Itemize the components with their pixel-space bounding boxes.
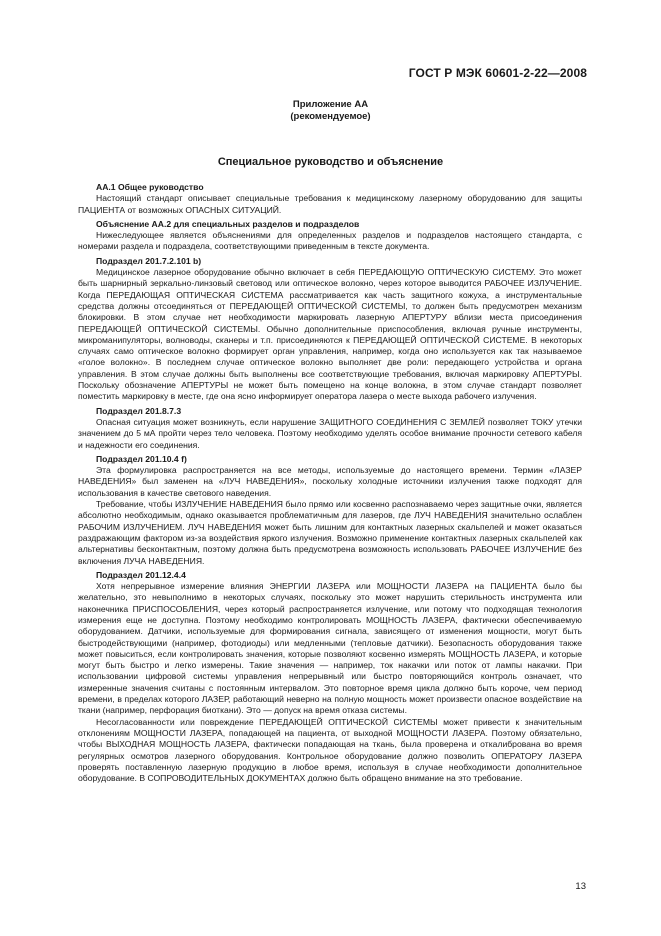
appendix-title: Приложение АА xyxy=(292,99,369,110)
section-heading: Объяснение АА.2 для специальных разделов и подразделов xyxy=(96,218,360,229)
paragraph: Несогласованности или повреждение ПЕРЕДАЮЩЕЙ ОПТИЧЕСКОЙ СИСТЕМЫ может привести к значительным отклонениям МОЩНОСТИ ЛАЗЕРА, попадающей на пациента, от выходной МОЩНОСТИ ЛАЗЕРА. Поэтому обязательно, чтобы ВЫХОДНАЯ МОЩНОСТЬ ЛАЗЕРА, фактически попадающая на ткань, была проверена и откалибрована во время регулярных осмотров лазерного оборудования. Контрольное оборудование должно позволить ОПЕРАТОРУ ЛАЗЕРА проверять поставленную лазерную продукцию в любое время, используя в случае необходимости дополнительное оборудование. В СОПРОВОДИТЕЛЬНЫХ ДОКУМЕНТАХ должно быть обращено внимание на это требование. xyxy=(78,716,582,784)
paragraph: Медицинское лазерное оборудование обычно включает в себя ПЕРЕДАЮЩУЮ ОПТИЧЕСКУЮ СИСТЕМУ. Это может быть шарнирный зеркально-линзовый световод или оптическое волокно, через которое выводится РАБОЧЕЕ ИЗЛУЧЕНИЕ. Когда ПЕРЕДАЮЩАЯ ОПТИЧЕСКАЯ СИСТЕМА рассматривается как часть защитного кожуха, а инструментальные средства должны отсоединяться от ПЕРЕДАЮЩЕЙ ОПТИЧЕСКОЙ СИСТЕМЫ, то должен быть предусмотрен механизм блокировки. В этом случае нет необходимости маркировать лазерную АПЕРТУРУ вблизи места присоединения ПЕРЕДАЮЩЕЙ ОПТИЧЕСКОЙ СИСТЕМЫ. Обычно дополнительные приспособления, включая ручные инструменты, микроманипуляторы, волноводы, сканеры и т.п. присоединяются к ПЕРЕДАЮЩЕЙ ОПТИЧЕСКОЙ СИСТЕМЕ. В некоторых случаях само оптическое волокно формирует орган управления, например, когда оно используется как так называемое «голое волокно». В последнем случае оптическое волокно выполняет две роли: передающего устройства и органа управления. В этом случае должны быть выполнены все соответствующие требования, включая маркировку АПЕРТУРЫ. Поскольку обозначение АПЕРТУРЫ не может быть помещено на конце волокна, в этом случае стандарт позволяет поместить маркировку в месте, где она ясно информирует оператора лазера о месте выхода рабочего излучения. xyxy=(78,267,582,402)
paragraph: Хотя непрерывное измерение влияния ЭНЕРГИИ ЛАЗЕРА или МОЩНОСТИ ЛАЗЕРА на ПАЦИЕНТА было бы желательно, это невыполнимо в некоторых случаях, поскольку это может нарушить стерильность инструмента или наконечника ПРИСПОСОБЛЕНИЯ, через который распространяется излучение, или потому что подходящая технология измерения еще не доступна. Поэтому необходимо контролировать МОЩНОСТЬ ЛАЗЕРА, фактически обеспечиваемую оборудованием. Датчики, используемые для формирования сигнала, зависящего от изменения мощности, могут быть быстродействующими (например, фотодиоды) или медленными (тепловые датчики). Безопасность оборудования также может повыситься, если контролировать значения, которые позволяют косвенно измерять МОЩНОСТЬ ЛАЗЕРА, и которые могут быть быстро и легко измерены. Такие значения — например, ток накачки или поток от лампы накачки. При использовании цифровой системы управления непрерывный или быстро повторяющийся контроль означает, что измеренные значения считаны с постоянным интервалом. Это повторное время цикла должно быть короче, чем период времени, в пределах которого ЛАЗЕР, работающий неверно на полную мощность может произвести опасное воздействие на ткани (например, перфорация биоткани). Это — допуск на время отказа системы. xyxy=(78,581,582,716)
page-number: 13 xyxy=(575,881,586,892)
section-heading: Подраздел 201.10.4 f) xyxy=(96,453,187,464)
section-heading: Подраздел 201.12.4.4 xyxy=(96,569,186,580)
main-title: Специальное руководство и объяснение xyxy=(217,156,444,168)
paragraph: Эта формулировка распространяется на все методы, используемые до настоящего времени. Термин «ЛАЗЕР НАВЕДЕНИЯ» был заменен на «ЛУЧ НАВЕДЕНИЯ», поскольку холодные источники излучения также подходят для использования в качестве светового наведения. xyxy=(78,465,582,498)
paragraph: Нижеследующее является объяснениями для определенных разделов и подразделов настоящего стандарта, с номерами раздела и подраздела, соответствующими приведенным в тексте документа. xyxy=(78,230,582,252)
section-heading: Подраздел 201.8.7.3 xyxy=(96,405,182,416)
appendix-heading xyxy=(0,99,661,123)
paragraph: Настоящий стандарт описывает специальные требования к медицинскому лазерному оборудованию для защиты ПАЦИЕНТА от возможных ОПАСНЫХ СИТУАЦИЙ. xyxy=(78,193,582,215)
appendix-subtitle: (рекомендуемое) xyxy=(290,111,371,122)
standard-code: ГОСТ Р МЭК 60601-2-22—2008 xyxy=(408,66,587,80)
section-heading: АА.1 Общее руководство xyxy=(96,182,204,192)
document-body xyxy=(78,182,582,784)
paragraph: Требование, чтобы ИЗЛУЧЕНИЕ НАВЕДЕНИЯ было прямо или косвенно распознаваемо через защитные очки, является абсолютно необходимым, однако оказывается проблематичным для лазеров, где ЛУЧ НАВЕДЕНИЯ значительно ослаблен РАБОЧИМ ИЗЛУЧЕНИЕМ. ЛУЧ НАВЕДЕНИЯ может быть лишним для контактных лазерных скальпелей и может оказаться раздражающим фактором из-за воздействия яркого излучения. Возможно применение контактных лазерных скальпелей как альтернативы бесконтактным, поэтому должна быть предусмотрена возможность использовать РАБОЧЕЕ ИЗЛУЧЕНИЕ без включения ЛУЧА НАВЕДЕНИЯ. xyxy=(78,499,582,566)
paragraph: Опасная ситуация может возникнуть, если нарушение ЗАЩИТНОГО СОЕДИНЕНИЯ С ЗЕМЛЕЙ позволяет ТОКУ утечки значением до 5 мА пройти через тело человека. Поэтому необходимо уделять особое внимание прочности сетевого кабеля и надежности его соединения. xyxy=(78,416,582,450)
section-heading: Подраздел 201.7.2.101 b) xyxy=(96,255,202,266)
